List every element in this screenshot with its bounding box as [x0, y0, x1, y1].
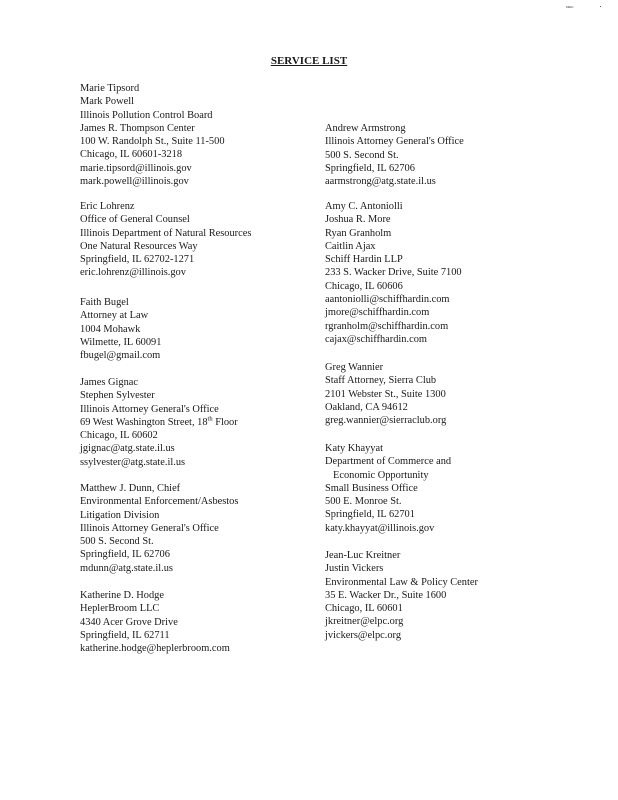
address-line — [80, 213, 251, 226]
address-line — [325, 388, 446, 401]
service-entry — [325, 442, 451, 535]
address-text: Matthew J. Dunn, Chief — [80, 483, 181, 494]
email-address — [325, 320, 462, 333]
address-text: Illinois Pollution Control Board — [80, 109, 213, 121]
service-entry — [80, 482, 238, 575]
address-line — [80, 95, 225, 108]
address-line — [325, 562, 478, 575]
address-text: Springfield, IL 62706 — [325, 162, 415, 174]
address-text: 500 S. Second St. — [80, 536, 154, 548]
address-line — [80, 416, 238, 429]
address-line — [80, 495, 238, 508]
service-entry — [80, 589, 230, 655]
address-line — [80, 336, 161, 349]
email-address — [325, 306, 462, 319]
address-text: Joshua R. More — [325, 214, 391, 226]
address-text: katy.khayyat@illinois.gov — [325, 522, 435, 534]
address-text: aantoniolli@schiffhardin.com — [325, 294, 450, 306]
address-text: 500 S. Second St. — [325, 149, 399, 161]
address-line — [80, 535, 238, 548]
address-text: Stephen Sylvester — [80, 390, 155, 402]
email-address — [325, 175, 464, 188]
service-entry — [325, 361, 446, 427]
address-text: Greg Wannier — [325, 362, 384, 373]
service-entry — [80, 82, 225, 188]
address-line — [80, 240, 251, 253]
address-text: cajax@schiffhardin.com — [325, 333, 427, 345]
address-line — [325, 122, 464, 135]
address-line — [80, 376, 238, 389]
address-text: Katy Khayyat — [325, 443, 383, 454]
address-text: Attorney at Law — [80, 310, 149, 322]
address-text: mark.powell@illinois.gov — [80, 176, 189, 188]
address-text: Chicago, IL 60601-3218 — [80, 149, 183, 161]
address-text: HeplerBroom LLC — [80, 603, 160, 615]
email-address — [80, 442, 238, 455]
address-line — [325, 455, 451, 468]
address-text: Chicago, IL 60606 — [325, 280, 403, 292]
address-line — [80, 296, 161, 309]
address-line — [325, 549, 478, 562]
address-line — [325, 576, 478, 589]
address-text: 2101 Webster St., Suite 1300 — [325, 388, 446, 400]
address-text: James R. Thompson Center — [80, 122, 195, 134]
email-address — [80, 175, 225, 188]
address-text: Small Business Office — [325, 482, 418, 494]
address-line — [80, 82, 225, 95]
email-address — [325, 629, 478, 642]
address-line — [80, 200, 251, 213]
scan-dot — [600, 6, 601, 7]
address-line — [80, 548, 238, 561]
address-line — [325, 149, 464, 162]
email-address — [80, 349, 161, 362]
address-text: Justin Vickers — [325, 563, 384, 575]
address-text: 1004 Mohawk — [80, 323, 141, 335]
address-text: Springfield, IL 62711 — [80, 629, 170, 641]
address-line — [80, 253, 251, 266]
address-text: marie.tipsord@illinois.gov — [80, 162, 192, 174]
address-line — [325, 401, 446, 414]
address-text: Ryan Granholm — [325, 227, 392, 239]
address-text: jmore@schiffhardin.com — [325, 307, 430, 319]
address-line — [80, 429, 238, 442]
address-line — [325, 213, 462, 226]
address-line — [325, 602, 478, 615]
address-text: ssylvester@atg.state.il.us — [80, 456, 186, 468]
address-line — [325, 374, 446, 387]
address-line — [325, 482, 451, 495]
address-line — [80, 629, 230, 642]
address-text: jkreitner@elpc.org — [325, 616, 404, 628]
address-text: One Natural Resources Way — [80, 240, 198, 252]
address-line — [80, 309, 161, 322]
address-text: Jean-Luc Kreitner — [325, 550, 401, 561]
address-line — [80, 616, 230, 629]
address-line — [80, 403, 238, 416]
email-address — [325, 615, 478, 628]
address-line — [80, 135, 225, 148]
address-text: mdunn@atg.state.il.us — [80, 562, 173, 574]
address-text: jgignac@atg.state.il.us — [80, 443, 175, 455]
address-line — [80, 109, 225, 122]
address-text: Springfield, IL 62706 — [80, 549, 170, 561]
address-line — [80, 589, 230, 602]
address-text: fbugel@gmail.com — [80, 350, 161, 362]
page-title: SERVICE LIST — [270, 55, 348, 67]
address-line — [80, 148, 225, 161]
address-text: aarmstrong@atg.state.il.us — [325, 176, 436, 188]
address-text: rgranholm@schiffhardin.com — [325, 320, 449, 332]
email-address — [80, 642, 230, 655]
address-text: Illinois Attorney General's Office — [325, 136, 464, 148]
address-text: Caitlin Ajax — [325, 240, 376, 252]
address-line — [80, 602, 230, 615]
address-text: Floor — [212, 416, 238, 428]
address-text: Andrew Armstrong — [325, 123, 406, 134]
service-entry — [80, 200, 251, 280]
address-text: Illinois Department of Natural Resources — [80, 227, 252, 239]
address-text: Oakland, CA 94612 — [325, 401, 408, 413]
address-text: Mark Powell — [80, 96, 134, 108]
address-text: Schiff Hardin LLP — [325, 254, 403, 266]
address-line — [325, 469, 451, 482]
email-address — [80, 266, 251, 279]
scan-mark: MIEC — [566, 5, 574, 9]
address-line — [80, 323, 161, 336]
address-line — [325, 240, 462, 253]
address-text: Eric Lohrenz — [80, 201, 135, 212]
address-text: Marie Tipsord — [80, 83, 140, 94]
address-line — [325, 280, 462, 293]
email-address — [325, 522, 451, 535]
address-text: Chicago, IL 60602 — [80, 430, 158, 442]
address-line — [80, 389, 238, 402]
address-text: Office of General Counsel — [80, 214, 190, 226]
address-text: Springfield, IL 62701 — [325, 509, 415, 521]
address-text: 4340 Acer Grove Drive — [80, 616, 178, 628]
service-entry — [80, 376, 238, 469]
address-text: katherine.hodge@heplerbroom.com — [80, 643, 230, 655]
service-entry — [325, 549, 478, 642]
address-line — [325, 442, 451, 455]
address-text: Staff Attorney, Sierra Club — [325, 375, 437, 387]
address-line — [325, 253, 462, 266]
address-line — [80, 509, 238, 522]
address-line — [325, 495, 451, 508]
address-text: Katherine D. Hodge — [80, 590, 164, 601]
address-line — [325, 508, 451, 521]
address-line — [325, 162, 464, 175]
address-line — [325, 200, 462, 213]
address-text: Illinois Attorney General's Office — [80, 522, 219, 534]
address-text: Environmental Enforcement/Asbestos — [80, 496, 239, 508]
email-address — [80, 562, 238, 575]
address-text: Department of Commerce and — [325, 456, 452, 468]
email-address — [325, 414, 446, 427]
email-address — [80, 456, 238, 469]
address-text: Chicago, IL 60601 — [325, 603, 403, 615]
address-line — [325, 589, 478, 602]
service-entry — [325, 200, 462, 346]
address-text: Environmental Law & Policy Center — [325, 576, 478, 588]
address-text: jvickers@elpc.org — [325, 629, 402, 641]
email-address — [325, 293, 462, 306]
address-text: Springfield, IL 62702-1271 — [80, 254, 195, 266]
ordinal-superscript: th — [207, 415, 213, 423]
address-line — [80, 227, 251, 240]
address-text: Amy C. Antoniolli — [325, 201, 403, 212]
address-line — [325, 227, 462, 240]
address-line — [80, 122, 225, 135]
address-text: 35 E. Wacker Dr., Suite 1600 — [325, 589, 447, 601]
service-entry — [80, 296, 161, 362]
address-text: Economic Opportunity — [333, 469, 429, 481]
address-text: 100 W. Randolph St., Suite 11-500 — [80, 136, 225, 148]
address-text: 69 West Washington Street, 18 — [80, 416, 208, 428]
email-address — [325, 333, 462, 346]
address-line — [325, 135, 464, 148]
address-text: 500 E. Monroe St. — [325, 496, 402, 508]
address-text: Litigation Division — [80, 509, 160, 521]
address-text: James Gignac — [80, 377, 138, 388]
address-line — [325, 266, 462, 279]
address-line — [80, 522, 238, 535]
address-text: greg.wannier@sierraclub.org — [325, 415, 447, 427]
address-text: eric.lohrenz@illinois.gov — [80, 267, 186, 279]
address-line — [80, 482, 238, 495]
address-text: Wilmette, IL 60091 — [80, 336, 162, 348]
service-entry — [325, 122, 464, 188]
address-line — [325, 361, 446, 374]
address-text: 233 S. Wacker Drive, Suite 7100 — [325, 267, 462, 279]
address-text: Illinois Attorney General's Office — [80, 403, 219, 415]
email-address — [80, 162, 225, 175]
address-text: Faith Bugel — [80, 297, 129, 308]
